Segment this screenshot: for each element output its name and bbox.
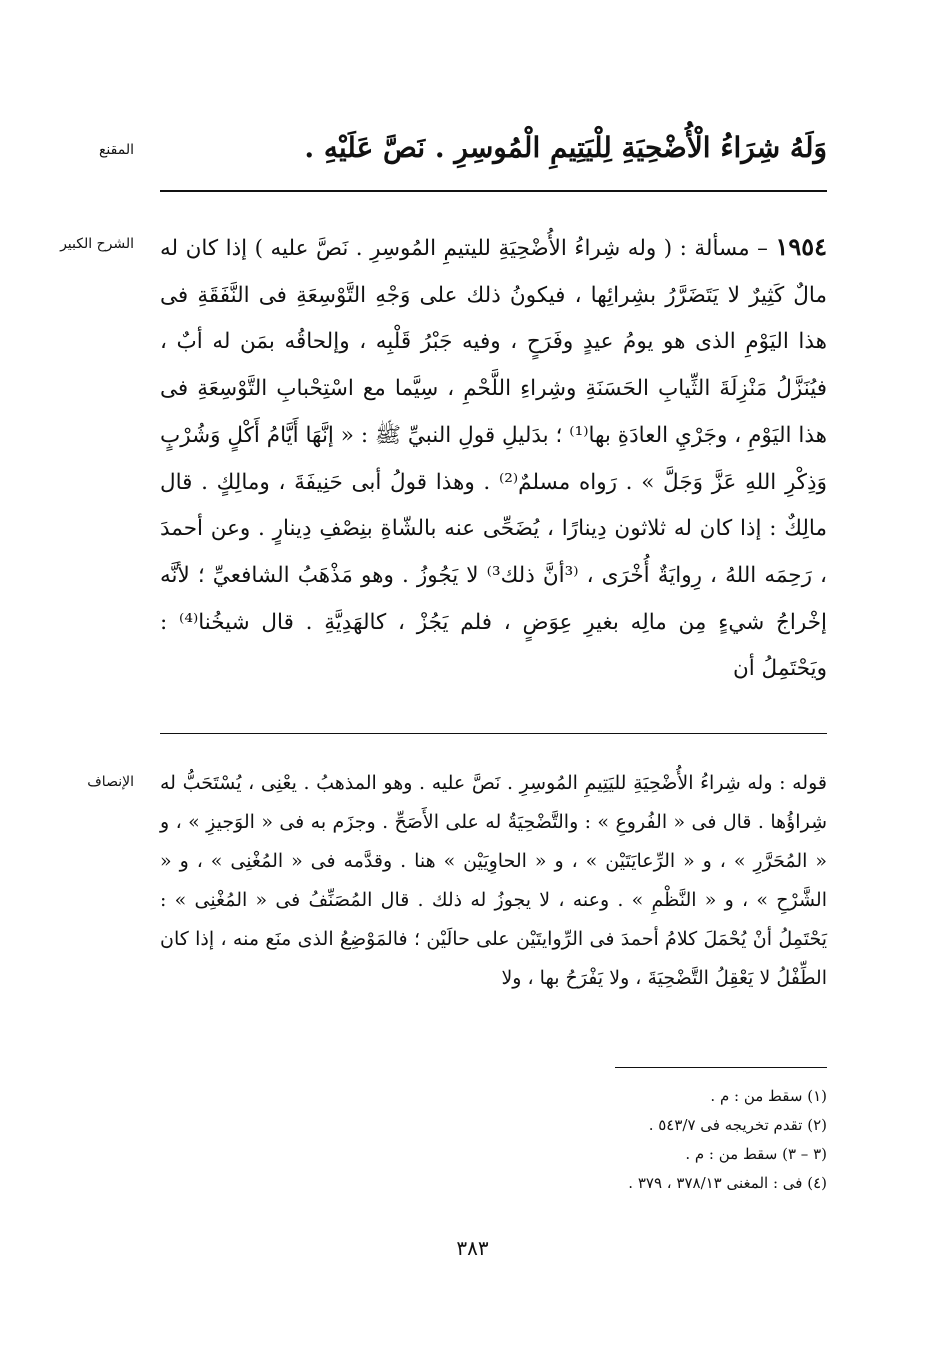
- footnotes: [420, 1082, 827, 1198]
- insaf-text: قوله : وله شِراءُ الأُضْحِيَةِ لليَتِيمِ المُوسِرِ . نَصَّ عليه . وهو المذهبُ . يعْنِى ، يُسْتَحَبُّ له شِراؤُها . قال فى « الفُروعِ » : والتَّضْحِيَةُ له على الأَصَحِّ . وجزَم به فى « الوَجيزِ » ، و « المُحَرَّرِ » ، و « الرِّعايَتَيْن » ، و « الحاوِيَيْن » هنا . وقدَّمه فى « المُغْنِى » ، و « الشَّرْحِ » ، و « النَّظْمِ » . وعنه ، لا يجوزُ له ذلك . قال المُصَنِّفُ فى « المُغْنِى » : يَحْتَمِلُ أنْ يُحْمَلَ كلامُ أحمدَ فى الرِّوايتَيْن على حالَيْن ؛ فالمَوْضِعُ الذى منَع منه ، إذا كان الطِّفْلُ لا يَعْقِلُ التَّضْحِيَةَ ، ولا يَفْرَحُ بها ، ولا: [160, 772, 827, 989]
- insaf-label: الإنصاف: [87, 774, 134, 790]
- issue-number: ١٩٥٤: [775, 232, 827, 261]
- sharh-paragraph: [160, 224, 827, 693]
- muqni-label: المقنع: [98, 142, 134, 158]
- sharh-divider: [160, 733, 827, 734]
- footnote-1: (١) سقط من : م .: [710, 1087, 827, 1105]
- matn-text: وَلَهُ شِرَاءُ الْأُضْحِيَةِ لِلْيَتِيمِ الْمُوسِرِ . نَصَّ عَلَيْهِ .: [304, 131, 827, 164]
- footnote-2: (٢) تقدم تخريجه فى ٥٤٣/٧ .: [648, 1116, 827, 1134]
- footnote-4: (٤) فى : المغنى ٣٧٨/١٣ ، ٣٧٩ .: [628, 1174, 827, 1192]
- insaf-section: [160, 764, 827, 998]
- page-number: ٣٨٣: [456, 1236, 489, 1260]
- sharh-section: [160, 224, 827, 693]
- sharh-label: الشرح الكبير: [60, 236, 134, 252]
- footnote-divider: [615, 1067, 827, 1068]
- sharh-text: – مسألة : ( وله شِراءُ الأُضْحِيَةِ لليتيمِ المُوسِرِ . نَصَّ عليه ) إذا كان له مالٌ كَثِيرٌ لا يَتَضَرَّرُ بشِرائِها ، فيكونُ ذلك على وَجْهِ التَّوْسِعَةِ فى النَّفَقَةِ فى هذا اليَوْمِ الذى هو يومُ عيدٍ وفَرَحٍ ، وفيه جَبْرُ قَلْبِه ، وإلحاقُه بمَن له أبٌ ، فيُنَزَّلُ مَنْزِلَةَ الثِّيابِ الحَسَنَةِ وشِراءِ اللَّحْمِ ، سِيَّما مع اسْتِحْبابِ التَّوْسِعَةِ فى هذا اليَوْمِ ، وجَرْيِ العادَةِ بها⁽¹⁾ ؛ بدَليلِ قولِ النبيِّ ﷺ : « إنَّهَا أَيَّامُ أَكْلٍ وَشُرْبٍ وَذِكْرِ اللهِ عَزَّ وَجَلَّ » . رَواه مسلمٌ⁽²⁾ . وهذا قولُ أبى حَنِيفَةَ ، ومالِكٍ . قال مالِكٌ : إذا كان له ثلاثون دِينارًا ، يُضَحِّى عنه بالشّاةِ بنِصْفِ دِينارٍ . وعن أحمدَ ، رَحِمَه اللهُ ، رِوايَةٌ أُخْرَى ، ⁽³أنَّ ذلك³⁾ لا يَجُوزُ . وهو مَذْهَبُ الشافعيِّ ؛ لأنَّه إخْراجُ شيءٍ مِن مالِه بغيرِ عِوَضٍ ، فلم يَجُزْ ، كالهَدِيَّةِ . قال شيخُنا⁽⁴⁾ : ويَحْتَمِلُ أن: [160, 236, 828, 682]
- footnote-3: (٣ – ٣) سقط من : م .: [685, 1145, 827, 1163]
- matn-divider: [160, 190, 827, 192]
